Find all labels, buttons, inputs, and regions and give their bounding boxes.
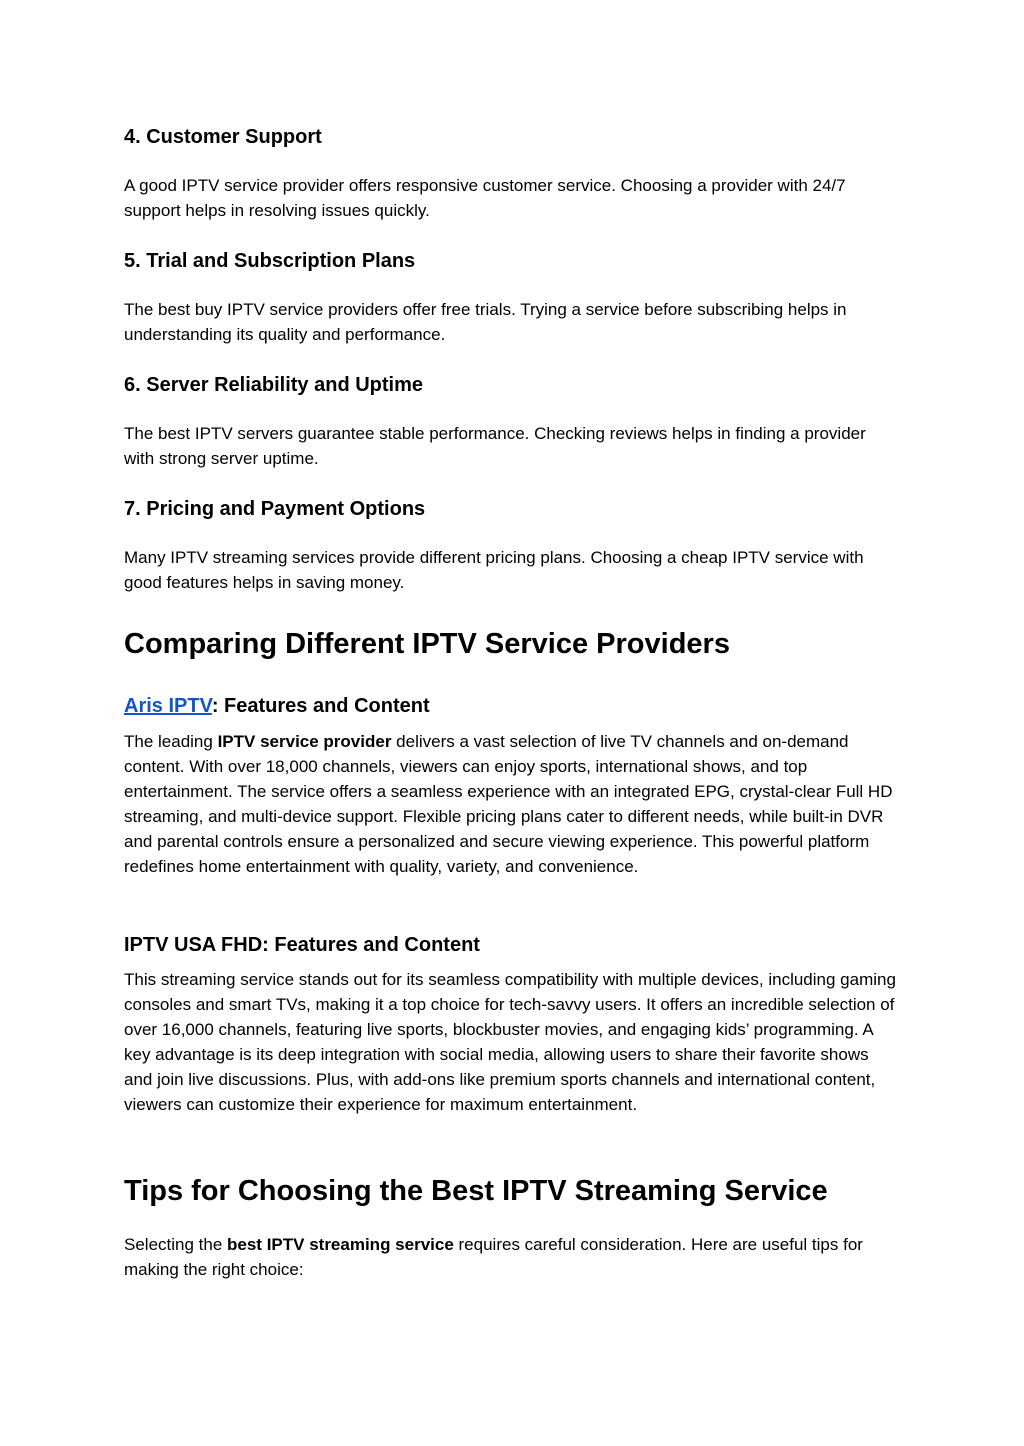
- tips-heading: Tips for Choosing the Best IPTV Streaming Service: [124, 1175, 828, 1207]
- customer-support-text: A good IPTV service provider offers responsive customer service. Choosing a provider with 24/7 support helps in resolving issues quickly.: [124, 176, 846, 220]
- aris-iptv-link[interactable]: Aris IPTV: [124, 695, 212, 717]
- server-reliability-heading: 6. Server Reliability and Uptime: [124, 374, 423, 396]
- pricing-text: Many IPTV streaming services provide different pricing plans. Choosing a cheap IPTV service with good features helps in saving money.: [124, 548, 864, 592]
- trial-plans-heading: 5. Trial and Subscription Plans: [124, 250, 416, 272]
- tips-text: [124, 1232, 900, 1282]
- aris-text: [124, 729, 900, 879]
- aris-text-after: delivers a vast selection of live TV channels and on-demand content. With over 18,000 channels, viewers can enjoy sports, international shows, and top entertainment. The service offers a seamless experience with an integrated EPG, crystal-clear Full HD streaming, and multi-device support. Flexible pricing plans cater to different needs, while built-in DVR and parental controls ensure a personalized and secure viewing experience. This powerful platform redefines home entertainment with quality, variety, and convenience.: [124, 732, 893, 876]
- aris-text-bold: IPTV service provider: [217, 732, 392, 751]
- server-reliability-text: The best IPTV servers guarantee stable performance. Checking reviews helps in finding a provider with strong server uptime.: [124, 424, 866, 468]
- usa-fhd-text: This streaming service stands out for its seamless compatibility with multiple devices, including gaming consoles and smart TVs, making it a top choice for tech-savvy users. It offers an incredible selection of over 16,000 channels, featuring live sports, blockbuster movies, and engaging kids’ programming. A key advantage is its deep integration with social media, allowing users to share their favorite shows and join live discussions. Plus, with add-ons like premium sports channels and international content, viewers can customize their experience for maximum entertainment.: [124, 970, 896, 1114]
- usa-fhd-heading: IPTV USA FHD: Features and Content: [124, 934, 480, 956]
- customer-support-heading: 4. Customer Support: [124, 126, 322, 148]
- comparing-heading: Comparing Different IPTV Service Providers: [124, 628, 730, 660]
- tips-text-bold: best IPTV streaming service: [227, 1235, 454, 1254]
- tips-text-after: requires careful consideration. Here are useful tips for making the right choice:: [124, 1235, 863, 1279]
- trial-plans-text: The best buy IPTV service providers offer free trials. Trying a service before subscribing helps in understanding its quality and performance.: [124, 300, 847, 344]
- pricing-heading: 7. Pricing and Payment Options: [124, 498, 426, 520]
- aris-heading: [124, 694, 900, 718]
- aris-text-before: The leading: [124, 732, 218, 751]
- aris-heading-rest: : Features and Content: [211, 695, 430, 717]
- tips-text-before: Selecting the: [124, 1235, 228, 1254]
